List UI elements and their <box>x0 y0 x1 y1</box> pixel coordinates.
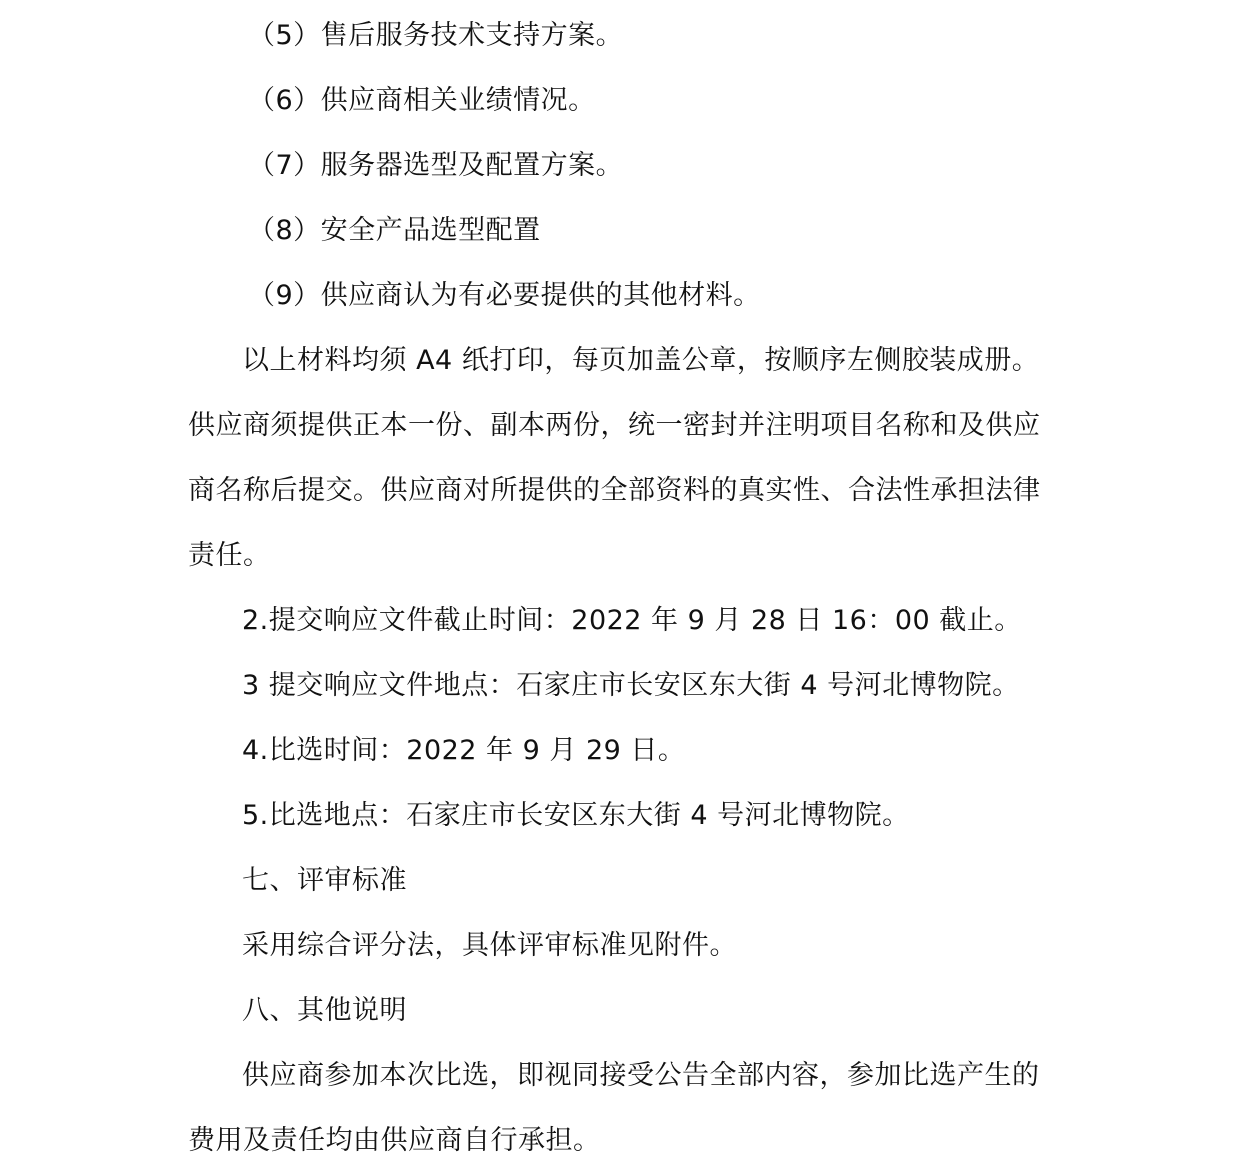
list-item-9: （9）供应商认为有必要提供的其他材料。 <box>248 280 761 311</box>
submission-location-line: 3 提交响应文件地点：石家庄市长安区东大街 4 号河北博物院。 <box>242 670 1020 701</box>
list-item-6: （6）供应商相关业绩情况。 <box>248 85 596 116</box>
paragraph-line: 采用综合评分法，具体评审标准见附件。 <box>242 930 737 961</box>
selection-location-line: 5.比选地点：石家庄市长安区东大街 4 号河北博物院。 <box>242 800 910 831</box>
paragraph-line: 责任。 <box>188 540 271 571</box>
paragraph-line: 费用及责任均由供应商自行承担。 <box>188 1125 601 1156</box>
section-heading-evaluation: 七、评审标准 <box>242 865 407 896</box>
paragraph-line: 商名称后提交。供应商对所提供的全部资料的真实性、合法性承担法律 <box>188 475 1041 506</box>
paragraph-line: 供应商须提供正本一份、副本两份，统一密封并注明项目名称和及供应 <box>188 410 1041 441</box>
list-item-7: （7）服务器选型及配置方案。 <box>248 150 624 181</box>
paragraph-line: 以上材料均须 A4 纸打印，每页加盖公章，按顺序左侧胶装成册。 <box>242 345 1040 376</box>
section-heading-other: 八、其他说明 <box>242 995 407 1026</box>
list-item-5: （5）售后服务技术支持方案。 <box>248 20 624 51</box>
paragraph-line: 供应商参加本次比选，即视同接受公告全部内容，参加比选产生的 <box>242 1060 1040 1091</box>
deadline-line: 2.提交响应文件截止时间：2022 年 9 月 28 日 16：00 截止。 <box>242 605 1022 636</box>
list-item-8: （8）安全产品选型配置 <box>248 215 541 246</box>
selection-time-line: 4.比选时间：2022 年 9 月 29 日。 <box>242 735 686 766</box>
